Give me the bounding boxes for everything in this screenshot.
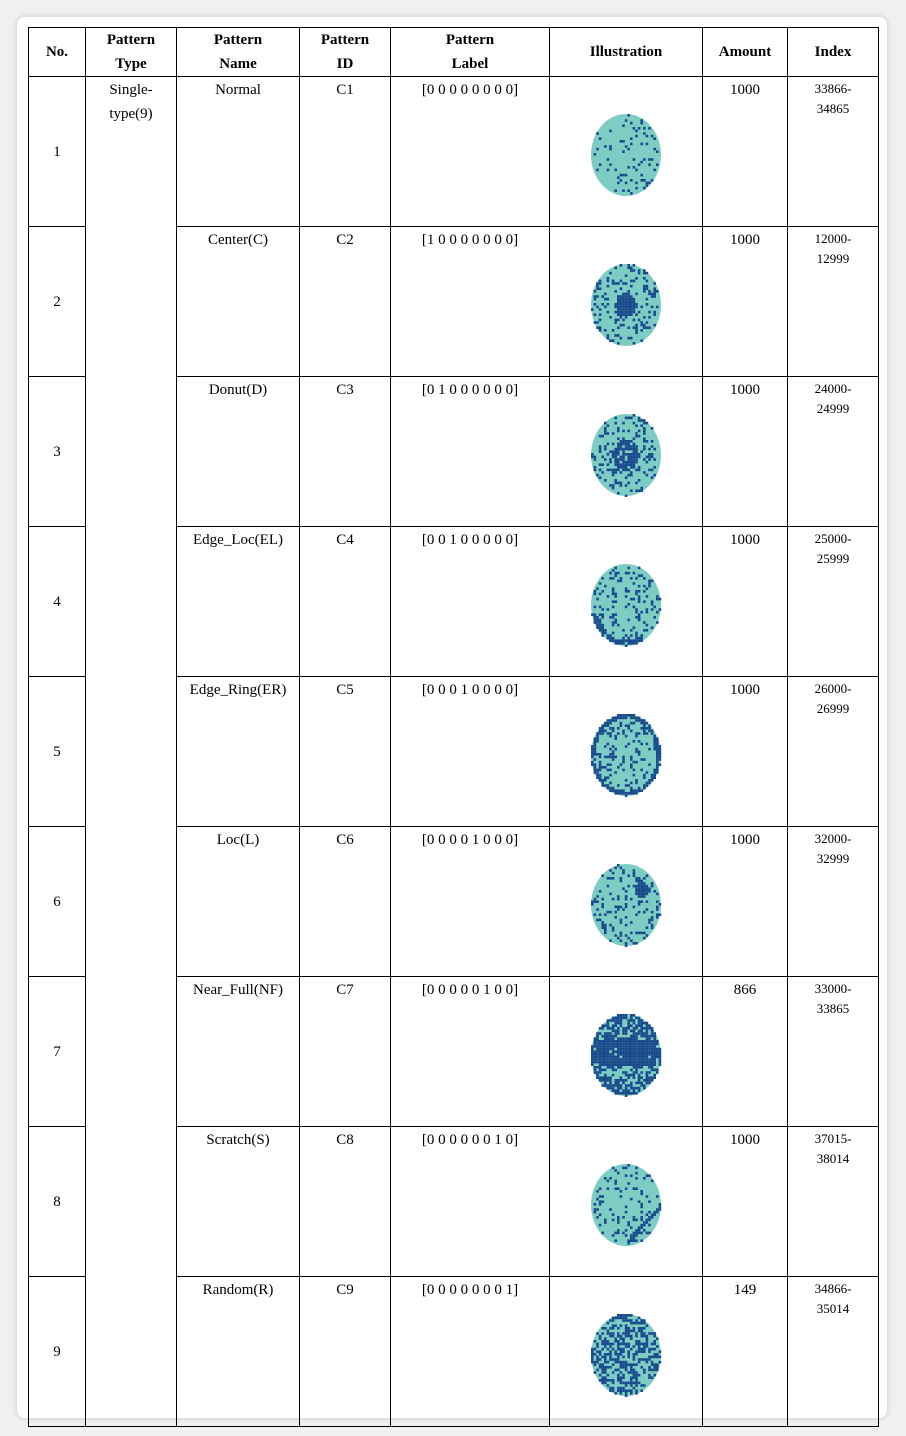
header-pattern-label: Pattern Label: [391, 28, 550, 77]
pattern-type-cell: Single- type(9): [86, 77, 177, 1427]
row-number: 6: [29, 827, 86, 977]
pattern-id: C2: [300, 227, 391, 377]
row-number: 9: [29, 1277, 86, 1427]
illustration-cell: [550, 227, 703, 377]
pattern-name: Donut(D): [177, 377, 300, 527]
header-pattern-name: Pattern Name: [177, 28, 300, 77]
header-illustration: Illustration: [550, 28, 703, 77]
amount: 1000: [703, 77, 788, 227]
pattern-id: C5: [300, 677, 391, 827]
header-pattern-id: Pattern ID: [300, 28, 391, 77]
amount: 1000: [703, 377, 788, 527]
header-pattern-type: Pattern Type: [86, 28, 177, 77]
pattern-id: C7: [300, 977, 391, 1127]
illustration-cell: [550, 677, 703, 827]
illustration-cell: [550, 1127, 703, 1277]
row-number: 3: [29, 377, 86, 527]
pattern-label: [0 0 1 0 0 0 0 0]: [391, 527, 550, 677]
amount: 1000: [703, 827, 788, 977]
pattern-label: [0 1 0 0 0 0 0 0]: [391, 377, 550, 527]
pattern-name: Edge_Ring(ER): [177, 677, 300, 827]
pattern-label: [0 0 0 0 0 0 0 0]: [391, 77, 550, 227]
wafer-map-image: [589, 863, 663, 947]
amount: 866: [703, 977, 788, 1127]
pattern-name: Center(C): [177, 227, 300, 377]
index-range: 34866- 35014: [788, 1277, 879, 1427]
pattern-label: [0 0 0 1 0 0 0 0]: [391, 677, 550, 827]
pattern-name: Random(R): [177, 1277, 300, 1427]
pattern-name: Loc(L): [177, 827, 300, 977]
pattern-id: C1: [300, 77, 391, 227]
row-number: 5: [29, 677, 86, 827]
header-index: Index: [788, 28, 879, 77]
index-range: 33866- 34865: [788, 77, 879, 227]
header-no: No.: [29, 28, 86, 77]
wafer-map-image: [589, 113, 663, 197]
illustration-cell: [550, 827, 703, 977]
index-range: 24000- 24999: [788, 377, 879, 527]
pattern-label: [0 0 0 0 1 0 0 0]: [391, 827, 550, 977]
index-range: 26000- 26999: [788, 677, 879, 827]
amount: 1000: [703, 1127, 788, 1277]
pattern-label: [1 0 0 0 0 0 0 0]: [391, 227, 550, 377]
header-amount: Amount: [703, 28, 788, 77]
pattern-name: Edge_Loc(EL): [177, 527, 300, 677]
index-range: 32000- 32999: [788, 827, 879, 977]
row-number: 7: [29, 977, 86, 1127]
pattern-name: Normal: [177, 77, 300, 227]
pattern-label: [0 0 0 0 0 0 1 0]: [391, 1127, 550, 1277]
pattern-id: C3: [300, 377, 391, 527]
index-range: 33000- 33865: [788, 977, 879, 1127]
illustration-cell: [550, 77, 703, 227]
pattern-id: C6: [300, 827, 391, 977]
index-range: 25000- 25999: [788, 527, 879, 677]
wafer-map-image: [589, 413, 663, 497]
wafer-map-image: [589, 1013, 663, 1097]
row-number: 2: [29, 227, 86, 377]
row-number: 8: [29, 1127, 86, 1277]
wafer-map-image: [589, 1313, 663, 1397]
pattern-label: [0 0 0 0 0 1 0 0]: [391, 977, 550, 1127]
wafer-map-image: [589, 263, 663, 347]
amount: 1000: [703, 527, 788, 677]
pattern-name: Scratch(S): [177, 1127, 300, 1277]
wafer-map-image: [589, 563, 663, 647]
wafer-map-image: [589, 713, 663, 797]
pattern-id: C8: [300, 1127, 391, 1277]
header-row: [29, 28, 879, 77]
pattern-id: C4: [300, 527, 391, 677]
illustration-cell: [550, 1277, 703, 1427]
table-row: [29, 77, 879, 227]
illustration-cell: [550, 977, 703, 1127]
index-range: 12000- 12999: [788, 227, 879, 377]
pattern-id: C9: [300, 1277, 391, 1427]
amount: 1000: [703, 227, 788, 377]
row-number: 1: [29, 77, 86, 227]
pattern-label: [0 0 0 0 0 0 0 1]: [391, 1277, 550, 1427]
wafer-map-image: [589, 1163, 663, 1247]
amount: 149: [703, 1277, 788, 1427]
pattern-name: Near_Full(NF): [177, 977, 300, 1127]
illustration-cell: [550, 527, 703, 677]
wafer-pattern-table: [28, 27, 879, 1427]
amount: 1000: [703, 677, 788, 827]
row-number: 4: [29, 527, 86, 677]
index-range: 37015- 38014: [788, 1127, 879, 1277]
illustration-cell: [550, 377, 703, 527]
